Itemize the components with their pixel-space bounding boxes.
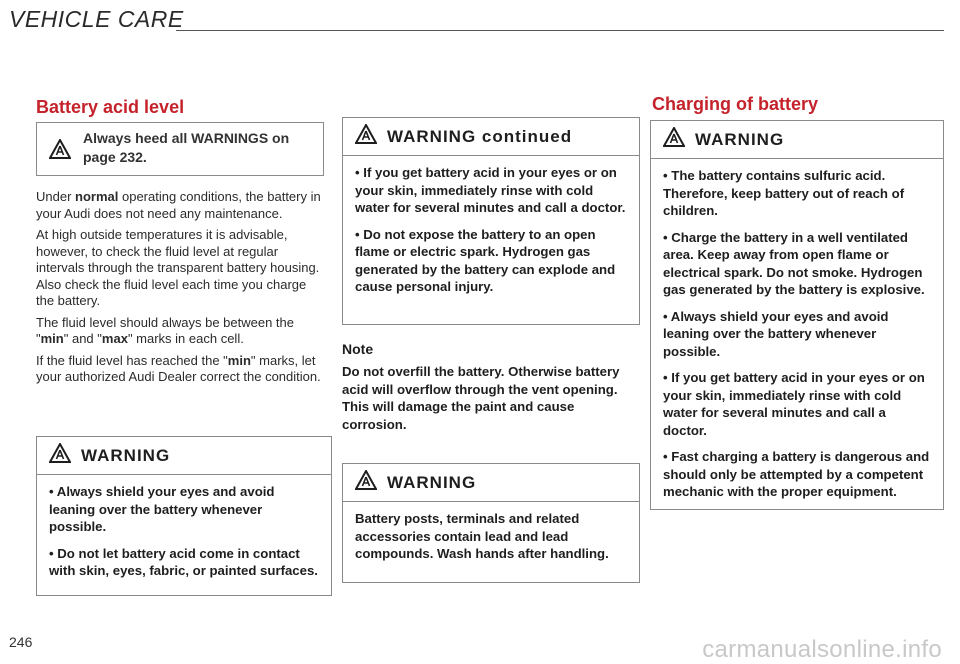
header-rule <box>176 30 944 31</box>
warning-triangle-icon <box>355 124 377 149</box>
warning-body <box>37 475 331 588</box>
section-heading-charging-of-battery: Charging of battery <box>652 94 819 114</box>
warning-item: • Do not expose the battery to an open flame or electric spark. Hydrogen gas generated by the battery can explode and cause personal injury. <box>355 226 616 294</box>
warning-header <box>37 437 331 475</box>
warning-triangle-icon <box>663 127 685 152</box>
warning-item: • Fast charging a battery is dangerous and should only be attempted by a competent mechanic with the proper equipment. <box>663 449 930 499</box>
warning-triangle-icon <box>355 470 377 495</box>
warning-box-continued <box>342 117 640 325</box>
page-title: VEHICLE CARE <box>9 6 184 32</box>
watermark: carmanualsonline.info <box>702 636 942 663</box>
warning-box-lead <box>342 463 640 583</box>
warning-header <box>343 464 639 502</box>
warning-item: • Charge the battery in a well ventilated area. Keep away from open flame or electrical spark. Do not smoke. Hydrogen gas generated by the battery is explosive. <box>663 229 925 297</box>
warning-header <box>651 121 943 159</box>
paragraph-high-temperatures: At high outside temperatures it is advisable, however, to check the fluid level at regular intervals through the transparent battery housing. Also check the fluid level each time you charge the battery. <box>36 227 320 308</box>
warning-triangle-icon <box>49 139 71 164</box>
warning-title: WARNING <box>695 129 785 149</box>
warning-item: • If you get battery acid in your eyes or on your skin, immediately rinse with cold water for several minutes and call a doctor. <box>355 165 626 215</box>
note-text: Do not overfill the battery. Otherwise battery acid will overflow through the vent opening. This will damage the paint and cause corrosion. <box>342 364 620 432</box>
warning-item: • The battery contains sulfuric acid. Therefore, keep battery out of reach of children. <box>663 168 905 218</box>
warning-body <box>343 502 639 571</box>
warning-text: Battery posts, terminals and related accessories contain lead and lead compounds. Wash hands after handling. <box>355 511 609 561</box>
warning-title: WARNING continued <box>387 126 573 146</box>
warning-triangle-icon <box>49 443 71 468</box>
page-number: 246 <box>9 634 33 650</box>
warning-item: • Do not let battery acid come in contact with skin, eyes, fabric, or painted surfaces. <box>49 545 318 578</box>
warning-title: WARNING <box>387 472 477 492</box>
warning-box-left <box>36 436 332 596</box>
caution-box <box>36 122 324 176</box>
warning-header <box>343 118 639 156</box>
paragraph-maintenance: Under normal operating conditions, the battery in your Audi does not need any maintenance. <box>36 189 321 221</box>
left-body-text <box>36 189 324 391</box>
note-title: Note <box>342 341 374 357</box>
warning-box-right <box>650 120 944 510</box>
caution-text: Always heed all WARNINGS on page 232. <box>83 130 290 165</box>
warning-body <box>343 156 639 304</box>
warning-item: • If you get battery acid in your eyes or on your skin, immediately rinse with cold water for several minutes and call a doctor. <box>663 370 925 438</box>
paragraph-fluid-level: The fluid level should always be between the "min" and "max" marks in each cell. <box>36 314 294 346</box>
warning-title: WARNING <box>81 445 171 465</box>
warning-item: • Always shield your eyes and avoid leaning over the battery whenever possible. <box>663 308 889 359</box>
section-heading-battery-acid-level: Battery acid level <box>36 97 185 117</box>
warning-item: • Always shield your eyes and avoid leaning over the battery whenever possible. <box>49 484 275 534</box>
paragraph-min-reached: If the fluid level has reached the "min" marks, let your authorized Audi Dealer correct the condition. <box>36 352 321 384</box>
warning-body <box>651 159 943 509</box>
